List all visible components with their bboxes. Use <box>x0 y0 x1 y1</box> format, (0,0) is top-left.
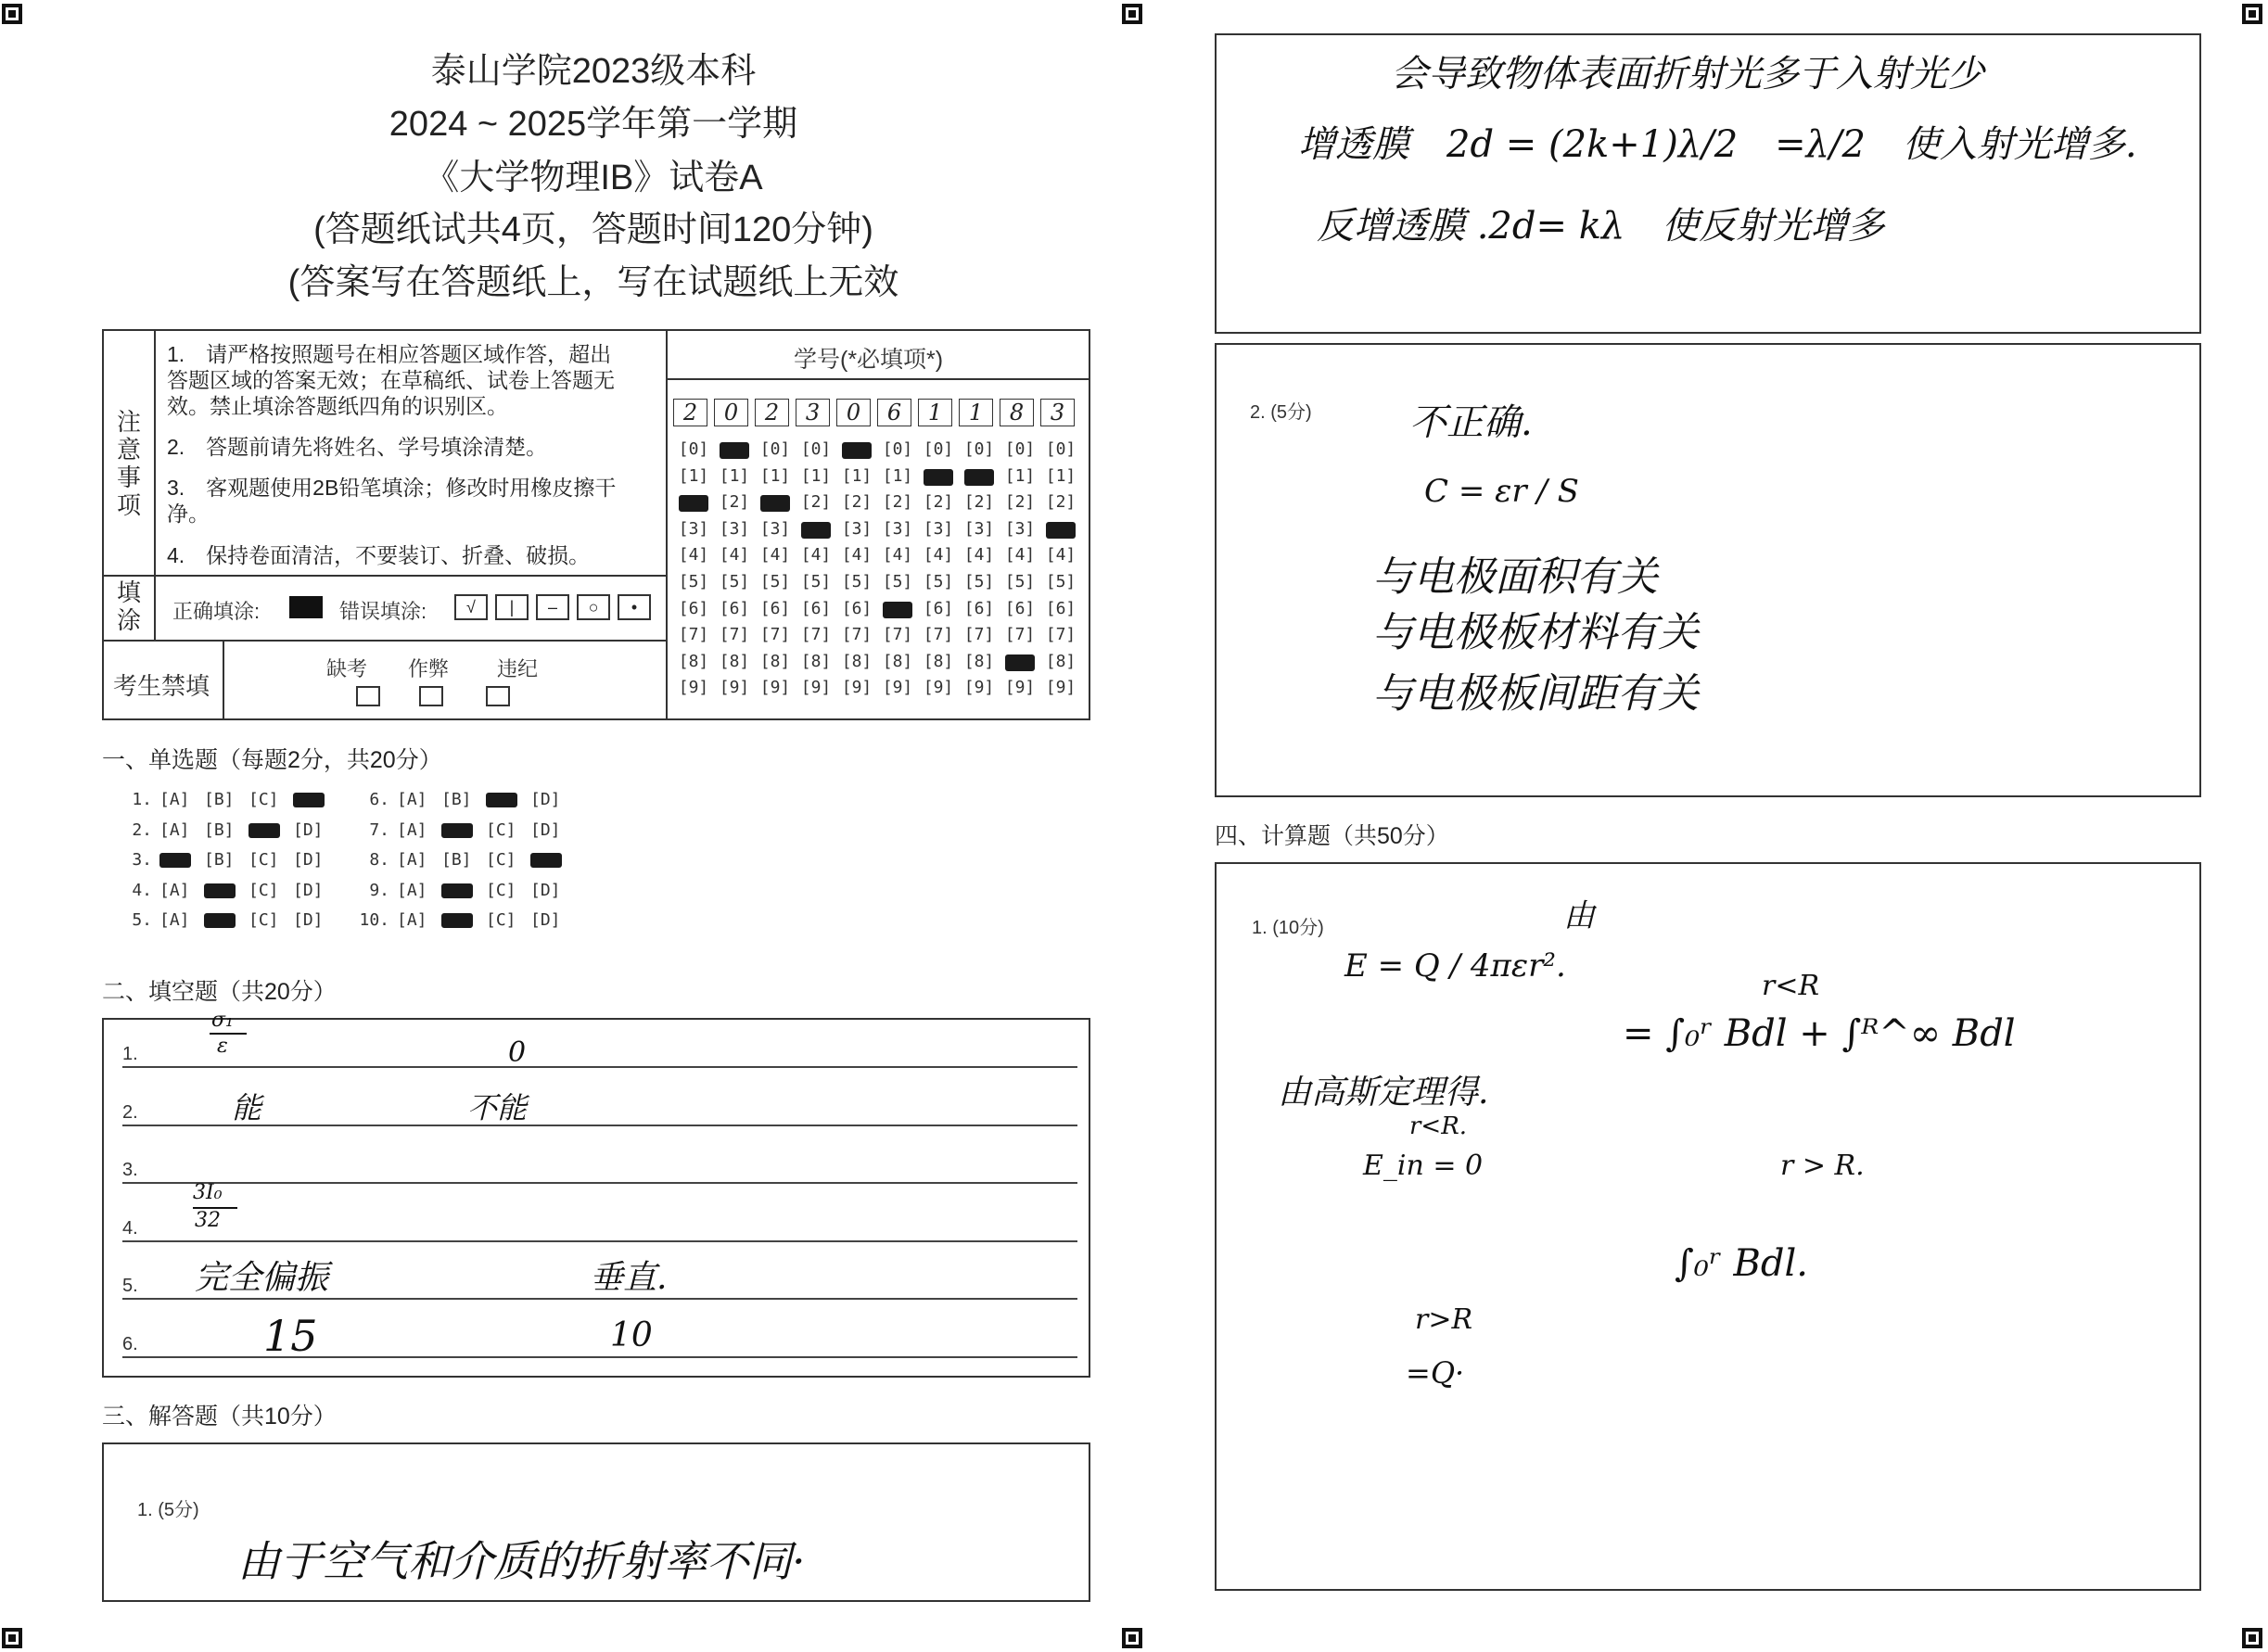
sid-option[interactable]: [2] <box>800 492 832 513</box>
absent-checkbox[interactable] <box>356 686 380 706</box>
fb5-answer-b: 垂直. <box>590 1259 668 1297</box>
mc-option[interactable]: [C] <box>486 880 516 900</box>
calc-line-5: r<R <box>1762 970 1820 1002</box>
sid-option[interactable]: [7] <box>800 625 832 645</box>
mc-question-row <box>356 790 575 809</box>
student-id-label: 学号(*必填项*) <box>794 347 944 373</box>
fill-blank-line[interactable] <box>122 1240 1077 1242</box>
section-4-title: 四、计算题（共50分） <box>1215 823 1449 849</box>
sid-option[interactable]: [4] <box>1045 545 1077 565</box>
notice-item-4: 4. 保持卷面清洁，不要装订、折叠、破损。 <box>167 543 591 567</box>
section-3-title: 三、解答题（共10分） <box>102 1404 337 1430</box>
sid-option[interactable]: [8] <box>841 651 873 671</box>
mc-question-number: 6. <box>369 790 389 809</box>
mc-question-row <box>119 910 338 930</box>
mc-fill-mark <box>441 883 473 898</box>
sid-option[interactable]: [5] <box>882 572 913 591</box>
mc-fill-mark <box>204 913 236 928</box>
mc-option[interactable]: [D] <box>530 880 561 900</box>
sid-option[interactable]: [1] <box>841 465 873 486</box>
fill-label: 填涂 <box>116 578 141 634</box>
sid-digit-box: 0 <box>836 399 871 426</box>
correct-fill-sample <box>289 596 323 618</box>
mc-option[interactable]: [D] <box>530 910 561 930</box>
fill-blank-line[interactable] <box>122 1066 1077 1068</box>
sa-cont-line1: 会导致物体表面折射光多于入射光少 <box>1391 53 1984 95</box>
wrong-mark-dash: – <box>536 594 569 620</box>
sa-q2-line4: 与电极板材料有关 <box>1372 609 1699 656</box>
mc-fill-mark <box>486 793 517 807</box>
calc-line-10: =Q· <box>1406 1355 1465 1391</box>
fill-blank-number: 6. <box>122 1333 138 1354</box>
wrong-mark-dot: • <box>618 594 651 620</box>
sid-option[interactable]: [6] <box>678 598 709 618</box>
sid-option[interactable]: [5] <box>923 572 954 591</box>
sid-option[interactable]: [5] <box>1004 572 1036 591</box>
exam-info: (答题纸试共4页，答题时间120分钟) <box>313 210 873 249</box>
mc-option[interactable]: [D] <box>293 850 324 870</box>
sa-cont-line3: 反增透膜 .2d= kλ 使反射光增多 <box>1317 205 1885 248</box>
section-2-title: 二、填空题（共20分） <box>102 979 337 1005</box>
sid-option[interactable]: [8] <box>923 651 954 671</box>
sid-option[interactable]: [3] <box>759 518 791 539</box>
fb2-answer-b: 不能 <box>467 1090 528 1125</box>
fill-blank-number: 5. <box>122 1276 138 1296</box>
sid-option[interactable]: [4] <box>923 545 954 565</box>
sid-option-filled <box>760 495 790 512</box>
mc-option[interactable]: [D] <box>530 790 561 809</box>
sid-option[interactable]: [4] <box>678 545 709 565</box>
mc-option[interactable]: [A] <box>159 790 190 809</box>
sid-option-filled <box>842 442 872 459</box>
mc-question-row <box>119 881 338 900</box>
mc-option[interactable]: [B] <box>441 850 472 870</box>
mc-option-filled[interactable] <box>486 790 530 809</box>
sid-option[interactable]: [1] <box>800 465 832 486</box>
sid-option[interactable]: [8] <box>719 651 750 671</box>
mc-option-filled[interactable] <box>248 820 293 840</box>
notice-label: 注意事项 <box>116 408 141 519</box>
calc-line-3: r<R. <box>1409 1112 1468 1140</box>
corner-marker-bc <box>1122 1628 1142 1648</box>
fb1-answer-b: 0 <box>508 1036 527 1069</box>
sid-digit-box: 1 <box>959 399 993 426</box>
sid-option[interactable]: [7] <box>882 625 913 645</box>
sid-digit-box: 8 <box>1000 399 1034 426</box>
wrong-fill-label: 错误填涂: <box>339 600 427 623</box>
sid-option[interactable]: [9] <box>678 678 709 698</box>
mc-question-number: 9. <box>369 880 389 900</box>
calc-line-1: E = Q / 4πεr². <box>1344 947 1566 985</box>
mc-question-number: 2. <box>132 820 152 840</box>
mc-question-number: 7. <box>369 820 389 840</box>
mc-option[interactable]: [C] <box>248 910 279 930</box>
mc-question-row <box>356 850 575 870</box>
sid-option[interactable]: [2] <box>1045 492 1077 513</box>
sid-digit-box: 6 <box>877 399 911 426</box>
sid-option[interactable]: [9] <box>800 678 832 698</box>
mc-question-number: 8. <box>369 850 389 870</box>
sid-option[interactable]: [2] <box>882 492 913 513</box>
mc-option[interactable]: [B] <box>204 820 235 840</box>
mc-question-number: 3. <box>132 850 152 870</box>
course-title: 《大学物理IB》试卷A <box>424 159 763 197</box>
mc-question-row <box>119 790 338 809</box>
sid-option[interactable]: [0] <box>800 439 832 459</box>
cheat-checkbox[interactable] <box>419 686 443 706</box>
calc-line-2: 由高斯定理得. <box>1278 1074 1489 1112</box>
calc-line-8: ∫₀ʳ Bdl. <box>1675 1242 1808 1285</box>
mc-question-row <box>356 820 575 840</box>
sid-option[interactable]: [0] <box>963 439 995 459</box>
sid-option[interactable]: [5] <box>800 572 832 591</box>
sid-option[interactable]: [1] <box>759 465 791 486</box>
sid-option[interactable]: [3] <box>923 518 954 539</box>
fb4-frac-bot: 32 <box>195 1209 221 1232</box>
sid-option[interactable]: [7] <box>1045 625 1077 645</box>
calc-line-7: r > R. <box>1780 1150 1865 1182</box>
mc-option[interactable]: [C] <box>486 910 516 930</box>
mc-question-row <box>119 820 338 840</box>
sid-option[interactable]: [2] <box>841 492 873 513</box>
mc-fill-mark <box>248 823 280 838</box>
sid-option[interactable]: [7] <box>923 625 954 645</box>
mc-option-filled[interactable] <box>441 881 486 900</box>
sa-q2-line3: 与电极面积有关 <box>1372 553 1658 601</box>
notice-item-2: 2. 答题前请先将姓名、学号填涂清楚。 <box>167 435 548 459</box>
sid-option[interactable]: [1] <box>882 465 913 486</box>
mc-option-filled[interactable] <box>530 850 575 870</box>
sid-option[interactable]: [0] <box>1045 439 1077 459</box>
mc-fill-mark <box>530 853 562 868</box>
sid-option[interactable]: [3] <box>678 518 709 539</box>
sid-option-filled <box>1046 522 1076 539</box>
mc-question-number: 10. <box>359 910 389 930</box>
mc-option-filled[interactable] <box>441 910 486 930</box>
sid-option[interactable]: [3] <box>882 518 913 539</box>
cheat-label: 作弊 <box>408 657 450 680</box>
mc-option[interactable]: [C] <box>248 880 279 900</box>
sid-option[interactable]: [4] <box>841 545 873 565</box>
mc-option[interactable]: [A] <box>159 880 190 900</box>
sid-option[interactable]: [6] <box>1045 598 1077 618</box>
fill-blank-line[interactable] <box>122 1125 1077 1126</box>
mc-fill-mark <box>293 793 325 807</box>
wrong-mark-bar: | <box>495 594 529 620</box>
sid-option[interactable]: [9] <box>882 678 913 698</box>
exam-status-label: 考生禁填 <box>113 672 210 700</box>
sid-option[interactable]: [4] <box>800 545 832 565</box>
notice-item-1: 1. 请严格按照题号在相应答题区域作答，超出答题区域的答案无效；在草稿纸、试卷上答题无效。禁止填涂答题纸四角的识别区。 <box>167 342 615 418</box>
sid-option[interactable]: [3] <box>841 518 873 539</box>
mc-question-row <box>356 910 575 930</box>
mc-option[interactable]: [C] <box>486 850 516 870</box>
sid-option[interactable]: [8] <box>759 651 791 671</box>
sid-option-filled <box>801 522 831 539</box>
sid-option[interactable]: [9] <box>841 678 873 698</box>
calc-line-6: = ∫₀ʳ Bdl + ∫ᴿ^∞ Bdl <box>1623 1012 2016 1055</box>
corner-marker-br <box>2242 1628 2262 1648</box>
sid-option[interactable]: [0] <box>923 439 954 459</box>
fb1-frac-bot: ε <box>217 1035 228 1058</box>
sid-option[interactable]: [6] <box>800 598 832 618</box>
sid-option[interactable]: [0] <box>882 439 913 459</box>
sid-option[interactable]: [9] <box>1045 678 1077 698</box>
fill-blank-number: 4. <box>122 1217 138 1239</box>
corner-marker-tr <box>2242 4 2262 24</box>
sid-digit-box: 2 <box>755 399 789 426</box>
sid-option-filled <box>924 469 953 486</box>
mc-fill-mark <box>159 853 191 868</box>
mc-option[interactable]: [C] <box>486 820 516 840</box>
mc-option[interactable]: [A] <box>397 880 427 900</box>
fill-blank-number: 2. <box>122 1101 138 1123</box>
sid-option[interactable]: [8] <box>800 651 832 671</box>
sid-option[interactable]: [5] <box>759 572 791 591</box>
sid-option[interactable]: [0] <box>678 439 709 459</box>
sid-option[interactable]: [6] <box>963 598 995 618</box>
notice-item-3: 3. 客观题使用2B铅笔填涂；修改时用橡皮擦干净。 <box>167 476 617 526</box>
sid-digit-box: 3 <box>1040 399 1075 426</box>
violation-checkbox[interactable] <box>486 686 510 706</box>
mc-option[interactable]: [A] <box>397 910 427 930</box>
sid-option[interactable]: [7] <box>1004 625 1036 645</box>
sid-option[interactable]: [6] <box>841 598 873 618</box>
mc-option[interactable]: [A] <box>159 820 190 840</box>
mc-question-row <box>356 881 575 900</box>
mc-option[interactable]: [D] <box>293 820 324 840</box>
sid-option[interactable]: [4] <box>882 545 913 565</box>
sa-q1-answer: 由于空气和介质的折射率不同· <box>237 1536 806 1586</box>
sa-q2-line2: C = εr / S <box>1424 473 1579 510</box>
sid-option[interactable]: [7] <box>678 625 709 645</box>
sid-option[interactable]: [5] <box>1045 572 1077 591</box>
sid-option[interactable]: [2] <box>1004 492 1036 513</box>
fill-blank-number: 3. <box>122 1160 138 1180</box>
mc-question-number: 5. <box>132 910 152 930</box>
mc-option[interactable]: [A] <box>397 790 427 809</box>
sid-digit-box: 3 <box>796 399 830 426</box>
violation-label: 违纪 <box>497 657 539 680</box>
mc-option[interactable]: [A] <box>397 850 427 870</box>
mc-option-filled[interactable] <box>293 790 338 809</box>
mc-fill-mark <box>441 823 473 838</box>
sid-option[interactable]: [5] <box>719 572 750 591</box>
mc-option-filled[interactable] <box>204 881 248 900</box>
mc-option[interactable]: [B] <box>204 850 235 870</box>
mc-question-row <box>119 850 338 870</box>
absent-label: 缺考 <box>326 657 368 680</box>
fb6-answer-b: 10 <box>610 1316 653 1354</box>
sid-option[interactable]: [6] <box>759 598 791 618</box>
sid-option[interactable]: [7] <box>719 625 750 645</box>
sid-option[interactable]: [9] <box>923 678 954 698</box>
sid-option[interactable]: [4] <box>963 545 995 565</box>
sid-option-filled <box>720 442 749 459</box>
calc-line-9: r>R <box>1415 1303 1473 1336</box>
fill-blank-number: 1. <box>122 1044 138 1064</box>
sid-digit-box: 1 <box>918 399 952 426</box>
sa-cont-line2: 增透膜 2d = (2k+1)λ/2 =λ/2 使入射光增多. <box>1298 123 2137 166</box>
sid-option[interactable]: [9] <box>759 678 791 698</box>
calc-line-11: 由 <box>1563 897 1595 934</box>
fb6-answer-a: 15 <box>263 1311 318 1361</box>
mc-option[interactable]: [A] <box>397 820 427 840</box>
sid-option[interactable]: [0] <box>1004 439 1036 459</box>
corner-marker-tc <box>1122 4 1142 24</box>
mc-option-filled[interactable] <box>159 850 204 870</box>
sid-option[interactable]: [3] <box>719 518 750 539</box>
sid-digit-box: 2 <box>673 399 707 426</box>
sid-option[interactable]: [0] <box>759 439 791 459</box>
fill-blank-box <box>102 1018 1090 1378</box>
sid-option[interactable]: [8] <box>1045 651 1077 671</box>
corner-marker-bl <box>2 1628 22 1648</box>
sid-option[interactable]: [8] <box>678 651 709 671</box>
sid-option[interactable]: [2] <box>963 492 995 513</box>
mc-option[interactable]: [C] <box>248 790 279 809</box>
mc-option-filled[interactable] <box>204 910 248 930</box>
sid-option[interactable]: [7] <box>759 625 791 645</box>
short-answer-q2-box <box>1215 343 2201 797</box>
sid-option[interactable]: [7] <box>963 625 995 645</box>
fb1-frac-top: σ₁ <box>211 1009 234 1032</box>
correct-fill-label: 正确填涂: <box>172 600 261 623</box>
sid-option[interactable]: [4] <box>719 545 750 565</box>
sid-option[interactable]: [5] <box>841 572 873 591</box>
sid-digit-box: 0 <box>714 399 748 426</box>
sid-option-filled <box>1005 654 1035 671</box>
sid-option[interactable]: [2] <box>719 492 750 513</box>
wrong-mark-check: √ <box>454 594 488 620</box>
fb2-answer-a: 能 <box>232 1090 262 1125</box>
fill-blank-line[interactable] <box>122 1182 1077 1184</box>
sid-option[interactable]: [2] <box>923 492 954 513</box>
sid-option[interactable]: [8] <box>963 651 995 671</box>
school-title: 泰山学院2023级本科 <box>430 52 757 91</box>
sid-option[interactable]: [8] <box>882 651 913 671</box>
calc-line-4: E_in = 0 <box>1363 1150 1484 1182</box>
exam-notice: (答案写在答题纸上，写在试题纸上无效 <box>287 263 899 302</box>
mc-option[interactable]: [D] <box>293 880 324 900</box>
mc-option-filled[interactable] <box>441 820 486 840</box>
sa-q2-line5: 与电极板间距有关 <box>1372 670 1699 718</box>
mc-fill-mark <box>441 913 473 928</box>
sid-option[interactable]: [6] <box>923 598 954 618</box>
mc-question-number: 4. <box>132 880 152 900</box>
calc-q1-label: 1. (10分) <box>1252 918 1324 938</box>
mc-option[interactable]: [C] <box>248 850 279 870</box>
sid-option[interactable]: [9] <box>1004 678 1036 698</box>
section-1-title: 一、单选题（每题2分，共20分） <box>102 747 442 773</box>
sa-q2-label: 2. (5分) <box>1250 402 1312 423</box>
wrong-mark-circle: ○ <box>577 594 610 620</box>
term-title: 2024 ~ 2025学年第一学期 <box>389 105 798 144</box>
sid-option[interactable]: [1] <box>678 465 709 486</box>
mc-option[interactable]: [D] <box>293 910 324 930</box>
sa-q2-line1: 不正确. <box>1409 401 1533 444</box>
sid-option[interactable]: [4] <box>759 545 791 565</box>
sid-option[interactable]: [3] <box>1004 518 1036 539</box>
sid-option[interactable]: [4] <box>1004 545 1036 565</box>
sid-option[interactable]: [1] <box>719 465 750 486</box>
mc-fill-mark <box>204 883 236 898</box>
corner-marker-tl <box>2 4 22 24</box>
sid-option[interactable]: [9] <box>963 678 995 698</box>
sid-option[interactable]: [7] <box>841 625 873 645</box>
sid-option[interactable]: [5] <box>678 572 709 591</box>
sid-option[interactable]: [6] <box>719 598 750 618</box>
mc-option[interactable]: [B] <box>204 790 235 809</box>
fb5-answer-a: 完全偏振 <box>195 1259 329 1297</box>
mc-option[interactable]: [B] <box>441 790 472 809</box>
sid-option-filled <box>679 495 708 512</box>
sid-option[interactable]: [1] <box>1045 465 1077 486</box>
fb4-frac-top: 3I₀ <box>193 1181 223 1204</box>
sid-option[interactable]: [1] <box>1004 465 1036 486</box>
sid-option[interactable]: [3] <box>963 518 995 539</box>
mc-option[interactable]: [D] <box>530 820 561 840</box>
sid-option[interactable]: [9] <box>719 678 750 698</box>
mc-option[interactable]: [A] <box>159 910 190 930</box>
mc-question-number: 1. <box>132 790 152 809</box>
sa-q1-label: 1. (5分) <box>137 1500 199 1520</box>
sid-option[interactable]: [5] <box>963 572 995 591</box>
sid-option-filled <box>883 602 912 618</box>
sid-option-filled <box>964 469 994 486</box>
sid-option[interactable]: [6] <box>1004 598 1036 618</box>
